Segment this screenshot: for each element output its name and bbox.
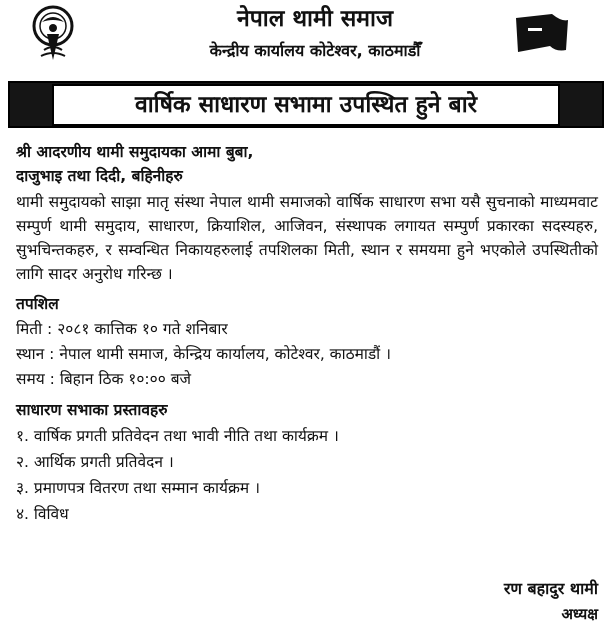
details-heading: तपशिल <box>16 295 59 313</box>
salutation-line-1: श्री आदरणीय थामी समुदायका आमा बुबा, <box>16 143 254 161</box>
organization-address: केन्द्रीय कार्यालय कोटेश्वर, काठमाडौँ <box>209 41 421 60</box>
detail-date: मिती : २०८१ कात्तिक १० गते शनिबार <box>16 320 228 338</box>
signatory-role: अध्यक्ष <box>561 605 598 623</box>
notice-body <box>16 140 598 527</box>
detail-venue: स्थान : नेपाल थामी समाज, केन्द्रिय कार्यालय, कोटेश्वर, काठमाडौं । <box>16 345 391 363</box>
agenda-item: १. वार्षिक प्रगती प्रतिवेदन तथा भावी नीति तथा कार्यक्रम । <box>16 427 339 445</box>
black-flag-icon <box>512 12 572 60</box>
agenda-item: ४. विविध <box>16 505 69 523</box>
notice-title: वार्षिक साधारण सभामा उपस्थित हुने बारे <box>52 84 560 126</box>
agenda-heading: साधारण सभाका प्रस्तावहरु <box>16 401 168 419</box>
salutation-line-2: दाजुभाइ तथा दिदी, बहिनीहरु <box>16 167 183 185</box>
body-paragraph: थामी समुदायको साझा मातृ संस्था नेपाल थामी समाजको वार्षिक साधारण सभा यसै सुचनाको माध्यमवाट सम्पुर्ण थामी समुदाय, साधारण, क्रियाशिल, आजिवन, संस्थापक लगायत सम्पुर्ण प्रकारका सदस्यहरु, सुभचिन्तकहरु, र सम्वन्धित निकायहरुलाई तपशिलका मिती, स्थान र समयमा हुने भएकोले उपस्थितीको लागि सादर अनुरोध गरिन्छ । <box>16 193 598 283</box>
organization-name: नेपाल थामी समाज <box>236 6 394 32</box>
signatory-name: रण बहादुर थामी <box>503 579 598 598</box>
detail-time: समय : बिहान ठिक १०:०० बजे <box>16 370 192 388</box>
agenda-item: २. आर्थिक प्रगती प्रतिवेदन । <box>16 453 174 471</box>
organization-emblem-icon <box>28 4 78 68</box>
agenda-item: ३. प्रमाणपत्र वितरण तथा सम्मान कार्यक्रम । <box>16 479 260 497</box>
